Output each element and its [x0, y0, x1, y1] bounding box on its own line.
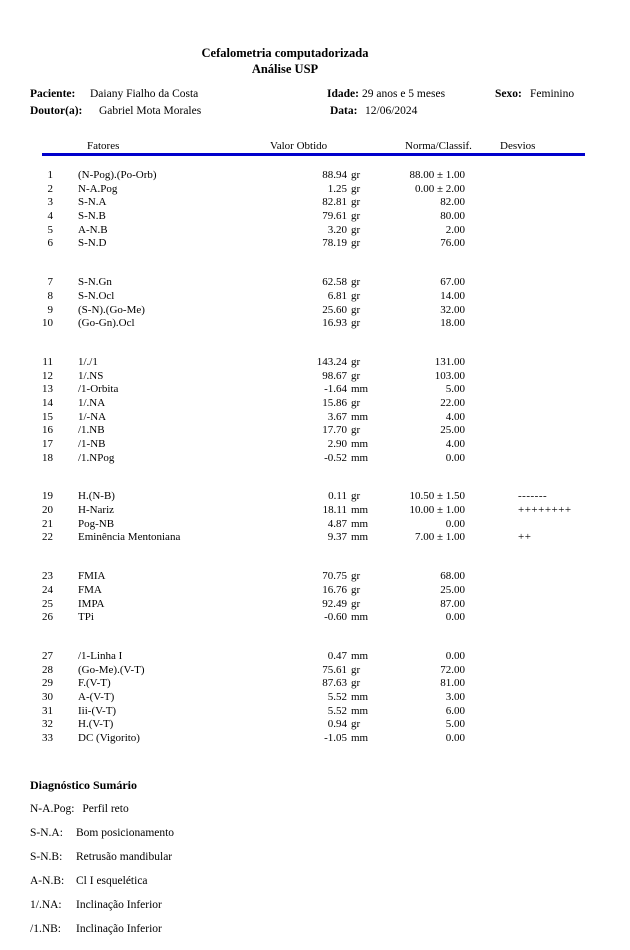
cell-factor: IMPA	[78, 597, 105, 610]
table-row	[0, 490, 630, 504]
cell-norm: 87.00	[440, 597, 465, 610]
cell-dev	[465, 570, 518, 584]
cell-factor: /1.NB	[78, 424, 105, 437]
cell-norm: 80.00	[440, 210, 465, 223]
diagnostic-text: Retrusão mandibular	[76, 851, 173, 863]
table-row	[0, 183, 630, 197]
cell-dev	[465, 424, 518, 438]
table-row	[0, 732, 630, 746]
cell-unit: gr	[351, 223, 361, 236]
cell-norm: 0.00	[445, 649, 465, 662]
cell-vnum: 143.24	[316, 355, 347, 368]
cell-unit: mm	[351, 732, 369, 744]
cell-unit: gr	[351, 289, 361, 302]
header-norma-classif: Norma/Classif.	[405, 140, 472, 152]
cell-num: 16	[42, 424, 53, 437]
cell-num: 12	[42, 369, 53, 382]
cell-unit: mm	[351, 438, 369, 450]
cell-dev	[465, 452, 518, 466]
cell-norm: 25.00	[440, 583, 465, 596]
diagnostics-title: Diagnóstico Sumário	[30, 778, 138, 792]
cell-norm: 5.00	[445, 718, 465, 731]
cell-num: 33	[42, 732, 53, 744]
cell-dev: ++	[518, 531, 532, 544]
cell-factor: 1/.NS	[78, 369, 104, 382]
report-subtitle: Análise USP	[251, 62, 319, 76]
cell-norm: 10.50 ± 1.50	[409, 490, 465, 503]
table-row	[0, 383, 630, 397]
cell-dev	[465, 650, 518, 664]
cell-dev	[465, 383, 518, 397]
cell-vnum: 3.20	[327, 223, 347, 236]
cell-num: 15	[42, 410, 53, 423]
table-row	[0, 210, 630, 224]
table-row	[0, 438, 630, 452]
cell-vnum: -0.60	[324, 611, 347, 624]
table-row	[0, 611, 630, 625]
cell-factor: S-N.Ocl	[78, 289, 115, 302]
date-value: 12/06/2024	[365, 105, 418, 117]
cell-factor: FMA	[78, 583, 102, 596]
cell-norm: 0.00	[445, 611, 465, 624]
cell-norm: 82.00	[440, 196, 465, 209]
table-row	[0, 370, 630, 384]
cell-unit: gr	[351, 237, 361, 250]
sex-label: Sexo:	[495, 88, 522, 100]
cell-unit: gr	[351, 663, 361, 676]
cell-dev	[465, 397, 518, 411]
cell-norm: 0.00 ± 2.00	[414, 182, 465, 195]
cell-num: 18	[42, 451, 53, 464]
cell-factor: (Go-Me).(V-T)	[78, 663, 145, 676]
cell-vnum: 98.67	[322, 369, 347, 382]
table-row	[0, 531, 630, 545]
cell-unit: gr	[351, 490, 361, 503]
table-row	[0, 224, 630, 238]
cell-factor: A-N.B	[78, 223, 108, 236]
cell-vnum: -0.52	[324, 451, 347, 464]
cell-num: 13	[42, 383, 53, 396]
cell-dev	[465, 611, 518, 625]
cell-factor: Iii-(V-T)	[78, 704, 117, 717]
cell-unit: gr	[351, 597, 361, 610]
cell-factor: (S-N).(Go-Me)	[78, 303, 145, 316]
cell-factor: S-N.A	[78, 196, 107, 209]
cell-unit: mm	[351, 690, 369, 703]
cell-vnum: 9.37	[327, 531, 347, 544]
cell-dev	[465, 438, 518, 452]
cell-norm: 0.00	[445, 451, 465, 464]
cell-factor: /1.NPog	[78, 451, 115, 464]
cell-unit: gr	[351, 210, 361, 223]
cell-factor: TPi	[78, 611, 94, 624]
header-valor-obtido: Valor Obtido	[270, 140, 328, 152]
cell-vnum: 25.60	[322, 303, 347, 316]
cell-norm: 7.00 ± 1.00	[414, 531, 465, 544]
cell-norm: 103.00	[434, 369, 465, 382]
diagnostic-label: A-N.B:	[30, 875, 65, 887]
doctor-label: Doutor(a):	[30, 105, 83, 117]
cell-factor: (N-Pog).(Po-Orb)	[78, 169, 157, 181]
table-row	[0, 411, 630, 425]
cell-num: 17	[42, 438, 53, 450]
cell-dev	[465, 304, 518, 318]
cell-norm: 67.00	[440, 276, 465, 289]
cell-dev	[465, 677, 518, 691]
cell-num: 24	[42, 583, 53, 596]
cell-num: 7	[47, 276, 53, 289]
diagnostic-label: N-A.Pog:	[30, 803, 75, 815]
cell-factor: H.(N-B)	[78, 490, 115, 503]
cell-vnum: 75.61	[322, 663, 347, 676]
cell-vnum: 5.52	[327, 704, 347, 717]
diagnostics-list	[30, 802, 590, 946]
cell-vnum: 15.86	[322, 396, 347, 409]
age-label: Idade:	[327, 88, 359, 100]
cell-factor: FMIA	[78, 570, 106, 583]
table-row	[0, 691, 630, 705]
cell-vnum: 0.47	[327, 649, 347, 662]
header-fatores: Fatores	[87, 140, 120, 152]
cell-dev	[465, 370, 518, 384]
diagnostic-text: Cl I esquelética	[76, 875, 148, 887]
cell-num: 28	[42, 663, 53, 676]
table-row	[0, 424, 630, 438]
diagnostic-label: /1.NB:	[30, 923, 61, 935]
cell-num: 25	[42, 597, 53, 610]
cell-dev	[465, 705, 518, 719]
cell-vnum: 70.75	[322, 570, 347, 583]
cell-norm: 0.00	[445, 517, 465, 530]
cell-vnum: 78.19	[322, 237, 347, 250]
cell-norm: 4.00	[445, 438, 465, 450]
cell-vnum: 17.70	[322, 424, 347, 437]
table-row	[0, 598, 630, 612]
table-row	[0, 290, 630, 304]
cell-unit: gr	[351, 355, 361, 368]
factors-table	[0, 169, 630, 771]
cell-vnum: 16.76	[322, 583, 347, 596]
cell-vnum: -1.64	[324, 383, 347, 396]
cell-dev	[465, 718, 518, 732]
diagnostic-item	[30, 898, 590, 922]
cell-norm: 76.00	[440, 237, 465, 250]
cell-factor: F.(V-T)	[78, 677, 111, 690]
factor-group	[0, 356, 630, 466]
cell-norm: 14.00	[440, 289, 465, 302]
cell-vnum: 3.67	[327, 410, 347, 423]
table-row	[0, 317, 630, 331]
cell-unit: mm	[351, 410, 369, 423]
table-row	[0, 169, 630, 183]
table-row	[0, 677, 630, 691]
patient-name: Daiany Fialho da Costa	[90, 88, 199, 100]
cell-norm: 3.00	[445, 690, 465, 703]
cell-unit: mm	[351, 451, 369, 464]
cell-factor: /1-NB	[78, 438, 106, 450]
cell-num: 32	[42, 718, 53, 731]
cell-factor: Pog-NB	[78, 517, 115, 530]
cell-norm: 6.00	[445, 704, 465, 717]
diagnostic-label: S-N.B:	[30, 851, 63, 863]
cell-num: 26	[42, 611, 53, 624]
cell-norm: 10.00 ± 1.00	[409, 504, 465, 517]
cell-norm: 72.00	[440, 663, 465, 676]
cell-norm: 2.00	[445, 223, 465, 236]
table-row	[0, 504, 630, 518]
cell-dev	[465, 183, 518, 197]
diagnostic-item	[30, 874, 590, 898]
cell-num: 5	[47, 223, 53, 236]
cell-norm: 81.00	[440, 677, 465, 690]
cell-dev	[465, 317, 518, 331]
cell-vnum: 62.58	[322, 276, 347, 289]
table-row	[0, 397, 630, 411]
cell-dev	[465, 691, 518, 705]
cell-vnum: 4.87	[327, 517, 347, 530]
cell-vnum: 82.81	[322, 196, 347, 209]
table-row	[0, 276, 630, 290]
factor-group	[0, 650, 630, 746]
cell-vnum: 92.49	[322, 597, 347, 610]
cell-factor: DC (Vigorito)	[78, 732, 140, 744]
diagnostic-item	[30, 850, 590, 874]
cell-vnum: 88.94	[322, 169, 347, 181]
patient-label: Paciente:	[30, 88, 76, 100]
cell-norm: 4.00	[445, 410, 465, 423]
cell-unit: gr	[351, 303, 361, 316]
cell-num: 1	[47, 169, 53, 181]
report-title: Cefalometria computadorizada	[201, 46, 369, 60]
date-label: Data:	[330, 105, 358, 117]
cell-dev	[465, 664, 518, 678]
table-row	[0, 237, 630, 251]
cell-num: 4	[47, 210, 53, 223]
cell-dev	[465, 411, 518, 425]
cell-vnum: 87.63	[322, 677, 347, 690]
cell-unit: gr	[351, 583, 361, 596]
cell-unit: mm	[351, 704, 369, 717]
cell-unit: mm	[351, 531, 369, 544]
factor-group	[0, 276, 630, 331]
cell-num: 30	[42, 690, 53, 703]
cell-vnum: 5.52	[327, 690, 347, 703]
cell-dev: ++++++++	[518, 504, 572, 517]
cell-vnum: -1.05	[324, 732, 347, 744]
cell-unit: mm	[351, 383, 369, 396]
cell-num: 20	[42, 504, 53, 517]
table-row	[0, 584, 630, 598]
cell-num: 31	[42, 704, 53, 717]
cell-unit: mm	[351, 504, 369, 517]
cell-norm: 18.00	[440, 317, 465, 330]
header-desvios: Desvios	[500, 140, 536, 152]
cell-unit: gr	[351, 424, 361, 437]
cell-num: 27	[42, 649, 53, 662]
cell-dev	[465, 732, 518, 746]
cell-norm: 88.00 ± 1.00	[409, 169, 465, 181]
cell-num: 23	[42, 570, 53, 583]
diagnostic-text: Perfil reto	[82, 803, 129, 815]
table-row	[0, 356, 630, 370]
cell-dev	[465, 196, 518, 210]
cell-dev	[465, 169, 518, 183]
cell-factor: S-N.Gn	[78, 276, 112, 289]
cell-unit: gr	[351, 182, 361, 195]
cell-vnum: 6.81	[327, 289, 347, 302]
cell-unit: gr	[351, 677, 361, 690]
cell-unit: mm	[351, 517, 369, 530]
table-row	[0, 650, 630, 664]
cell-dev	[465, 210, 518, 224]
diagnostic-item	[30, 826, 590, 850]
cell-num: 22	[42, 531, 53, 544]
cell-num: 3	[47, 196, 53, 209]
cell-unit: gr	[351, 317, 361, 330]
cell-unit: gr	[351, 276, 361, 289]
table-row	[0, 518, 630, 532]
cell-vnum: 16.93	[322, 317, 347, 330]
table-row	[0, 705, 630, 719]
doctor-name: Gabriel Mota Morales	[99, 105, 202, 117]
cell-factor: Eminência Mentoniana	[78, 531, 181, 544]
cell-dev: -------	[518, 490, 548, 503]
factor-group	[0, 570, 630, 625]
cell-dev	[465, 224, 518, 238]
cell-num: 11	[42, 355, 53, 368]
cell-num: 10	[42, 317, 53, 330]
cell-unit: gr	[351, 570, 361, 583]
cell-factor: S-N.B	[78, 210, 106, 223]
age-value: 29 anos e 5 meses	[362, 88, 446, 100]
cell-num: 2	[47, 182, 53, 195]
table-row	[0, 570, 630, 584]
cell-norm: 131.00	[434, 355, 465, 368]
cell-unit: gr	[351, 196, 361, 209]
diagnostic-item	[30, 922, 590, 946]
table-row	[0, 718, 630, 732]
cell-norm: 22.00	[440, 396, 465, 409]
cell-norm: 5.00	[445, 383, 465, 396]
diagnostic-label: 1/.NA:	[30, 899, 62, 911]
cell-factor: H.(V-T)	[78, 718, 114, 731]
cell-dev	[465, 290, 518, 304]
cell-norm: 0.00	[445, 732, 465, 744]
table-row	[0, 196, 630, 210]
cell-norm: 32.00	[440, 303, 465, 316]
sex-value: Feminino	[530, 88, 575, 100]
cell-vnum: 2.90	[327, 438, 347, 450]
cell-unit: mm	[351, 611, 369, 624]
cell-num: 6	[47, 237, 53, 250]
cell-dev	[465, 518, 518, 532]
cell-factor: A-(V-T)	[78, 690, 115, 703]
cell-dev	[465, 356, 518, 370]
cell-dev	[465, 276, 518, 290]
cell-unit: gr	[351, 396, 361, 409]
cell-norm: 68.00	[440, 570, 465, 583]
cell-unit: gr	[351, 369, 361, 382]
cell-factor: S-N.D	[78, 237, 107, 250]
report-title-block	[0, 45, 570, 77]
cell-num: 29	[42, 677, 53, 690]
cell-factor: 1/./1	[78, 355, 98, 368]
cell-factor: /1-Linha I	[78, 649, 123, 662]
cell-factor: /1-Orbita	[78, 383, 119, 396]
cell-factor: 1/.NA	[78, 396, 106, 409]
cell-num: 8	[47, 289, 53, 302]
cell-factor: H-Nariz	[78, 504, 115, 517]
cell-dev	[465, 237, 518, 251]
factor-group	[0, 490, 630, 545]
factor-group	[0, 169, 630, 251]
diagnostic-label: S-N.A:	[30, 827, 63, 839]
diagnostic-text: Inclinação Inferior	[76, 923, 162, 935]
cell-dev	[465, 598, 518, 612]
cell-unit: gr	[351, 718, 361, 731]
table-row	[0, 452, 630, 466]
cell-num: 14	[42, 396, 53, 409]
cell-factor: N-A.Pog	[78, 182, 118, 195]
cell-vnum: 0.94	[327, 718, 347, 731]
cell-factor: 1/-NA	[78, 410, 107, 423]
diagnostic-item	[30, 802, 590, 826]
cell-vnum: 18.11	[322, 504, 347, 517]
header-divider-rule	[42, 153, 585, 156]
cell-factor: (Go-Gn).Ocl	[78, 317, 135, 330]
cell-norm: 25.00	[440, 424, 465, 437]
cell-vnum: 0.11	[328, 490, 347, 503]
cell-num: 21	[42, 517, 53, 530]
cell-vnum: 1.25	[327, 182, 347, 195]
cell-dev	[465, 584, 518, 598]
cell-num: 19	[42, 490, 53, 503]
cell-num: 9	[47, 303, 53, 316]
diagnostic-text: Inclinação Inferior	[76, 899, 162, 911]
cell-unit: mm	[351, 649, 369, 662]
table-row	[0, 304, 630, 318]
diagnostic-text: Bom posicionamento	[76, 827, 175, 839]
cell-unit: gr	[351, 169, 361, 181]
table-row	[0, 664, 630, 678]
cell-vnum: 79.61	[322, 210, 347, 223]
